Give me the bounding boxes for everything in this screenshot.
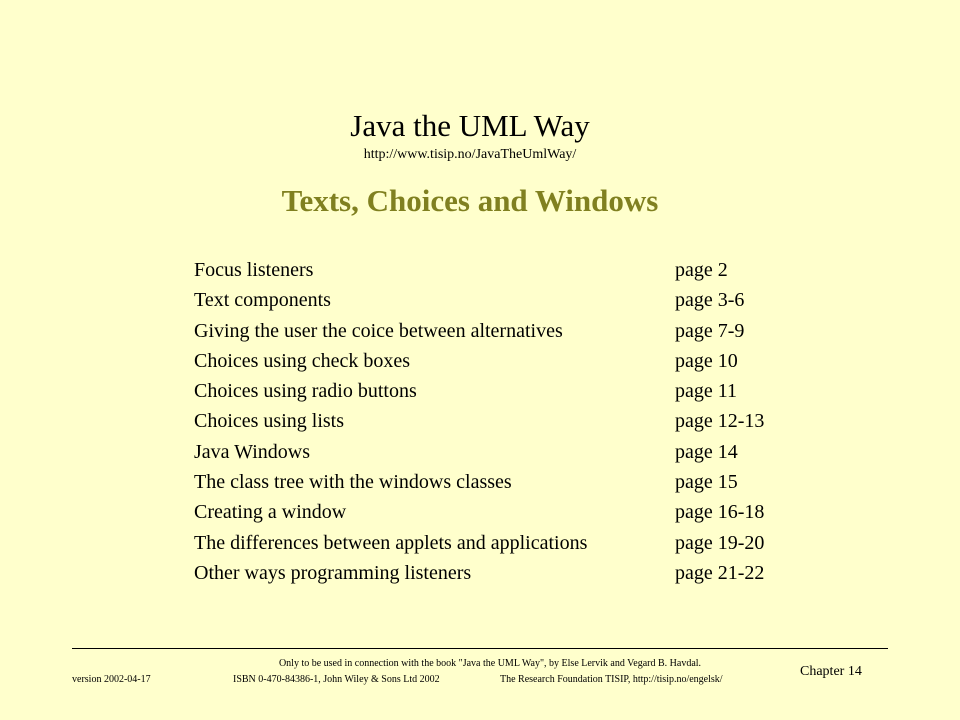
book-title: Java the UML Way: [350, 108, 590, 143]
toc-page: page 21-22: [675, 561, 765, 584]
toc-row: [194, 255, 834, 285]
toc-row: [194, 467, 834, 497]
toc-topic: Choices using check boxes: [194, 349, 411, 372]
footer-version: version 2002-04-17: [72, 674, 151, 685]
toc-page: page 12-13: [675, 410, 765, 433]
toc-topic: Choices using lists: [194, 410, 345, 433]
toc-topic: Creating a window: [194, 501, 347, 524]
toc-row: [194, 346, 834, 376]
toc-row: [194, 497, 834, 527]
toc-page: page 7-9: [675, 319, 745, 342]
toc-topic: The class tree with the windows classes: [194, 471, 512, 494]
toc-page: page 10: [675, 349, 738, 372]
toc-topic: Java Windows: [194, 440, 311, 463]
toc-page: page 19-20: [675, 531, 765, 554]
toc-row: [194, 558, 834, 588]
toc-page: page 15: [675, 471, 738, 494]
toc-topic: Other ways programming listeners: [194, 561, 472, 584]
toc-row: [194, 316, 834, 346]
toc-topic: Giving the user the coice between alternatives: [194, 319, 563, 342]
toc-row: [194, 437, 834, 467]
toc-row: [194, 528, 834, 558]
toc-row: [194, 376, 834, 406]
toc-topic: Choices using radio buttons: [194, 380, 417, 403]
toc-page: page 16-18: [675, 501, 765, 524]
footer-foundation: The Research Foundation TISIP, http://tisip.no/engelsk/: [500, 674, 723, 685]
footer-isbn: ISBN 0-470-84386-1, John Wiley & Sons Ltd 2002: [233, 674, 440, 685]
book-url: http://www.tisip.no/JavaTheUmlWay/: [363, 147, 577, 162]
toc-page: page 2: [675, 259, 728, 281]
footer-copyright-notice: Only to be used in connection with the book "Java the UML Way", by Else Lervik and Vegard B. Havdal.: [278, 658, 702, 669]
toc-page: page 14: [675, 440, 738, 463]
toc-page: page 11: [675, 380, 738, 403]
toc-row: [194, 406, 834, 436]
toc-topic: Focus listeners: [194, 259, 314, 281]
toc-topic: Text components: [194, 289, 331, 312]
footer-divider: [72, 648, 888, 649]
footer-chapter-number: Chapter 14: [800, 664, 862, 679]
chapter-title: Texts, Choices and Windows: [281, 183, 659, 218]
toc-page: page 3-6: [675, 289, 745, 312]
table-of-contents: [194, 255, 834, 588]
toc-topic: The differences between applets and applications: [194, 531, 588, 554]
toc-row: [194, 285, 834, 315]
